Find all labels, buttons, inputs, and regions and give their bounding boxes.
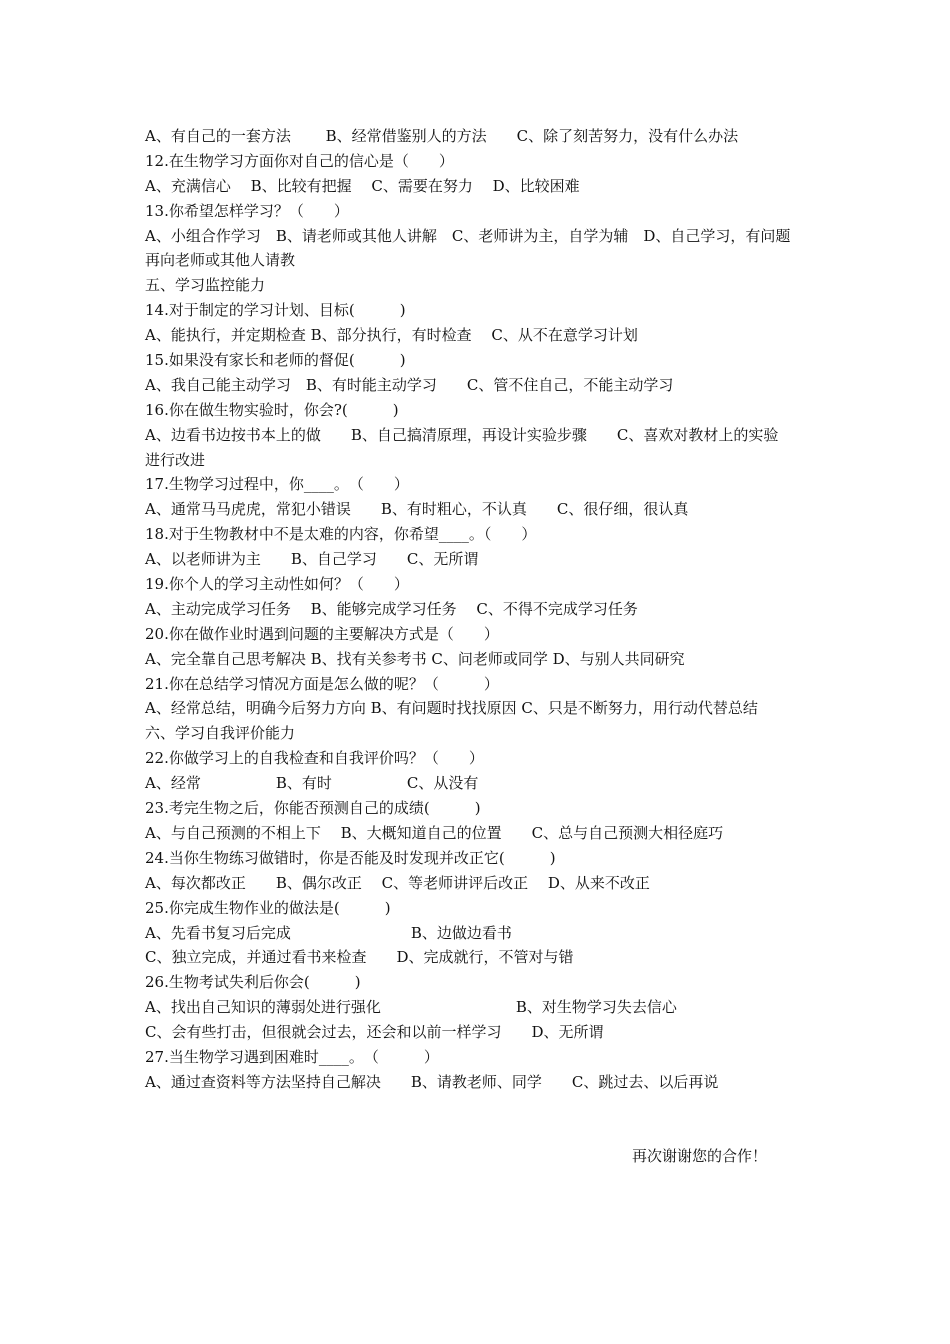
text-line: A、小组合作学习 B、请老师或其他人讲解 C、老师讲为主，自学为辅 D、自己学习，有问题 (145, 226, 791, 245)
text-line: 17.生物学习过程中，你____。 （ ） (145, 475, 409, 494)
closing-thanks: 再次谢谢您的合作！ (632, 1147, 768, 1165)
text-line: 13.你希望怎样学习？（ ） (145, 201, 349, 220)
text-line: C、独立完成，并通过看书来检查 D、完成就行，不管对与错 (145, 948, 574, 967)
text-line: A、经常总结，明确今后努力方向 B、有问题时找找原因 C、只是不断努力，用行动代替总结 (145, 699, 758, 718)
text-line: 20.你在做作业时遇到问题的主要解决方式是（ ） (145, 624, 499, 643)
text-line: 进行改进 (145, 450, 206, 469)
text-line: 18.对于生物教材中不是太难的内容，你希望____。（ ） (145, 525, 537, 544)
text-line: A、经常 B、有时 C、从没有 (145, 774, 479, 793)
text-line: 15.如果没有家长和老师的督促( ) (145, 351, 406, 370)
text-line: 16.你在做生物实验时，你会?( ) (145, 400, 399, 419)
text-line: 21.你在总结学习情况方面是怎么做的呢？（ ） (145, 674, 499, 693)
text-line: 14.对于制定的学习计划、目标( ) (145, 301, 406, 320)
text-line: 24.当你生物练习做错时，你是否能及时发现并改正它( ) (145, 848, 556, 867)
text-line: A、主动完成学习任务 B、能够完成学习任务 C、不得不完成学习任务 (145, 599, 638, 618)
text-line: 19.你个人的学习主动性如何？（ ） (145, 575, 409, 594)
text-line: A、边看书边按书本上的做 B、自己搞清原理，再设计实验步骤 C、喜欢对教材上的实验 (145, 425, 779, 444)
text-line: 五、学习监控能力 (145, 276, 266, 295)
text-line: A、与自己预测的不相上下 B、大概知道自己的位置 C、总与自己预测大相径庭巧 (145, 823, 724, 842)
text-line: A、通常马马虎虎，常犯小错误 B、有时粗心，不认真 C、很仔细，很认真 (145, 500, 689, 519)
text-line: A、有自己的一套方法 B、经常借鉴别人的方法 C、除了刻苦努力，没有什么办法 (145, 127, 739, 145)
text-line: 六、学习自我评价能力 (145, 724, 296, 743)
text-line: 25.你完成生物作业的做法是( ) (145, 898, 391, 917)
text-line: A、通过查资料等方法坚持自己解决 B、请教老师、同学 C、跳过去、以后再说 (145, 1072, 719, 1091)
text-line: C、会有些打击，但很就会过去，还会和以前一样学习 D、无所谓 (145, 1023, 604, 1042)
text-line: A、充满信心 B、比较有把握 C、需要在努力 D、比较困难 (145, 176, 580, 195)
questionnaire-body (145, 124, 825, 1095)
text-line: 22.你做学习上的自我检查和自我评价吗？（ ） (145, 749, 484, 768)
text-line: 再向老师或其他人请教 (145, 251, 296, 270)
text-line: A、能执行，并定期检查 B、部分执行，有时检查 C、从不在意学习计划 (145, 326, 638, 345)
text-line: 12.在生物学习方面你对自己的信心是（ ） (145, 151, 454, 170)
text-line: 27.当生物学习遇到困难时____。 （ ） (145, 1047, 439, 1066)
text-line: A、每次都改正 B、偶尔改正 C、等老师讲评后改正 D、从来不改正 (145, 873, 650, 892)
text-line: A、完全靠自己思考解决 B、找有关参考书 C、问老师或同学 D、与别人共同研究 (145, 649, 685, 668)
text-line: 26.生物考试失利后你会( ) (145, 973, 361, 992)
text-line: 23.考完生物之后，你能否预测自己的成绩( ) (145, 799, 481, 818)
text-line: A、我自己能主动学习 B、有时能主动学习 C、管不住自己，不能主动学习 (145, 375, 674, 394)
text-line: A、以老师讲为主 B、自己学习 C、无所谓 (145, 550, 479, 569)
text-line: A、先看书复习后完成 B、边做边看书 (145, 923, 512, 942)
text-line: A、找出自己知识的薄弱处进行强化 B、对生物学习失去信心 (145, 998, 677, 1017)
